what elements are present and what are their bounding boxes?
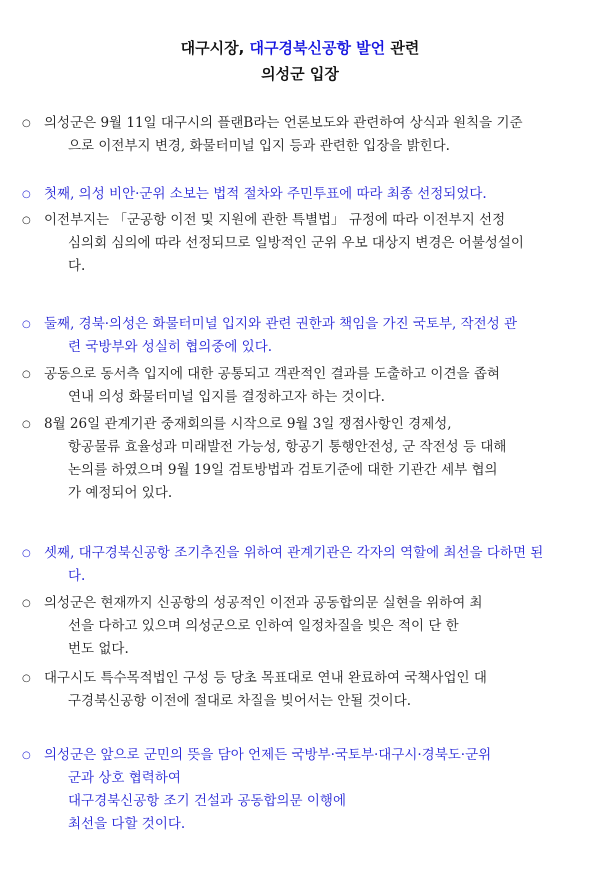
statement-item-second-point: [22, 313, 588, 359]
item-line: 공동으로 동서측 입지에 대한 공통되고 객관적인 결과를 도출하고 이견을 좁혀: [44, 366, 500, 382]
item-line: 으로 이전부지 변경, 화물터미널 입지 등과 관련한 입장을 밝힌다.: [68, 138, 450, 154]
statement-item-daegu-spc: [22, 667, 588, 713]
item-line: 논의를 하였으며 9월 19일 검토방법과 검토기준에 대한 기관간 세부 협의: [68, 462, 498, 478]
item-line: 연내 의성 화물터미널 입지를 결정하고자 하는 것이다.: [68, 389, 385, 405]
item-line: 군과 상호 협력하여: [68, 770, 181, 786]
bullet-circle-icon: ○: [22, 215, 31, 226]
item-line: 둘째, 경북·의성은 화물터미널 입지와 관련 권한과 책임을 가진 국토부, 작전성 관: [44, 316, 518, 332]
item-line: 구경북신공항 이전에 절대로 차질을 빚어서는 안될 것이다.: [68, 693, 412, 709]
item-line: 대구시도 특수목적법인 구성 등 당초 목표대로 연내 완료하여 국책사업인 대: [44, 670, 487, 686]
document-title-line2: 의성군 입장: [261, 65, 339, 83]
document-title-line1: [0, 37, 600, 58]
bullet-circle-icon: ○: [22, 673, 31, 684]
title-highlight: 대구경북신공항 발언: [249, 39, 386, 57]
title-prefix: 대구시장,: [180, 39, 250, 57]
statement-item-joint-decision: [22, 363, 588, 409]
item-line: 셋째, 대구경북신공항 조기추진을 위하여 관계기관은 각자의 역할에 최선을 다하면 된: [44, 545, 544, 561]
item-line: 대구경북신공항 조기 건설과 공동합의문 이행에: [68, 793, 346, 809]
statement-item-relocation-site: [22, 209, 588, 278]
statement-item-third-point: [22, 542, 588, 588]
title-suffix: 관련: [385, 39, 420, 57]
item-line: 다.: [68, 568, 86, 584]
bullet-circle-icon: ○: [22, 118, 31, 129]
statement-item-meeting-schedule: [22, 413, 588, 505]
item-line: 최선을 다할 것이다.: [68, 816, 186, 832]
bullet-circle-icon: ○: [22, 598, 31, 609]
item-line: 의성군은 현재까지 신공항의 성공적인 이전과 공동합의문 실현을 위하여 최: [44, 595, 483, 611]
bullet-circle-icon: ○: [22, 548, 31, 559]
bullet-circle-icon: ○: [22, 319, 31, 330]
item-line: 이전부지는 「군공항 이전 및 지원에 관한 특별법」 규정에 따라 이전부지 선정: [44, 212, 506, 228]
item-line: 항공물류 효율성과 미래발전 가능성, 항공기 통행안전성, 군 작전성 등 대해: [68, 439, 507, 455]
item-line: 련 국방부와 성실히 협의중에 있다.: [68, 339, 273, 355]
item-line: 의성군은 9월 11일 대구시의 플랜B라는 언론보도와 관련하여 상식과 원칙을 기준: [44, 115, 523, 131]
item-line: 다.: [68, 258, 86, 274]
statement-item-intro: [22, 112, 588, 158]
statement-item-uiseong-effort: [22, 592, 588, 661]
item-line: 번도 없다.: [68, 641, 129, 657]
bullet-circle-icon: ○: [22, 369, 31, 380]
item-line: 8월 26일 관계기관 중재회의를 시작으로 9월 3일 쟁점사항인 경제성,: [44, 416, 452, 432]
item-line: 선을 다하고 있으며 의성군으로 인하여 일정차질을 빚은 적이 단 한: [68, 618, 459, 634]
item-line: 가 예정되어 있다.: [68, 485, 173, 501]
item-line: 심의회 심의에 따라 선정되므로 일방적인 군위 우보 대상지 변경은 어불성설이: [68, 235, 524, 251]
statement-item-closing: [22, 744, 588, 836]
bullet-circle-icon: ○: [22, 419, 31, 430]
statement-item-first-point: [22, 183, 588, 206]
bullet-circle-icon: ○: [22, 750, 31, 761]
bullet-circle-icon: ○: [22, 189, 31, 200]
item-line: 첫째, 의성 비안·군위 소보는 법적 절차와 주민투표에 따라 최종 선정되었다.: [44, 186, 487, 202]
item-line: 의성군은 앞으로 군민의 뜻을 담아 언제든 국방부·국토부·대구시·경북도·군위: [44, 747, 492, 763]
